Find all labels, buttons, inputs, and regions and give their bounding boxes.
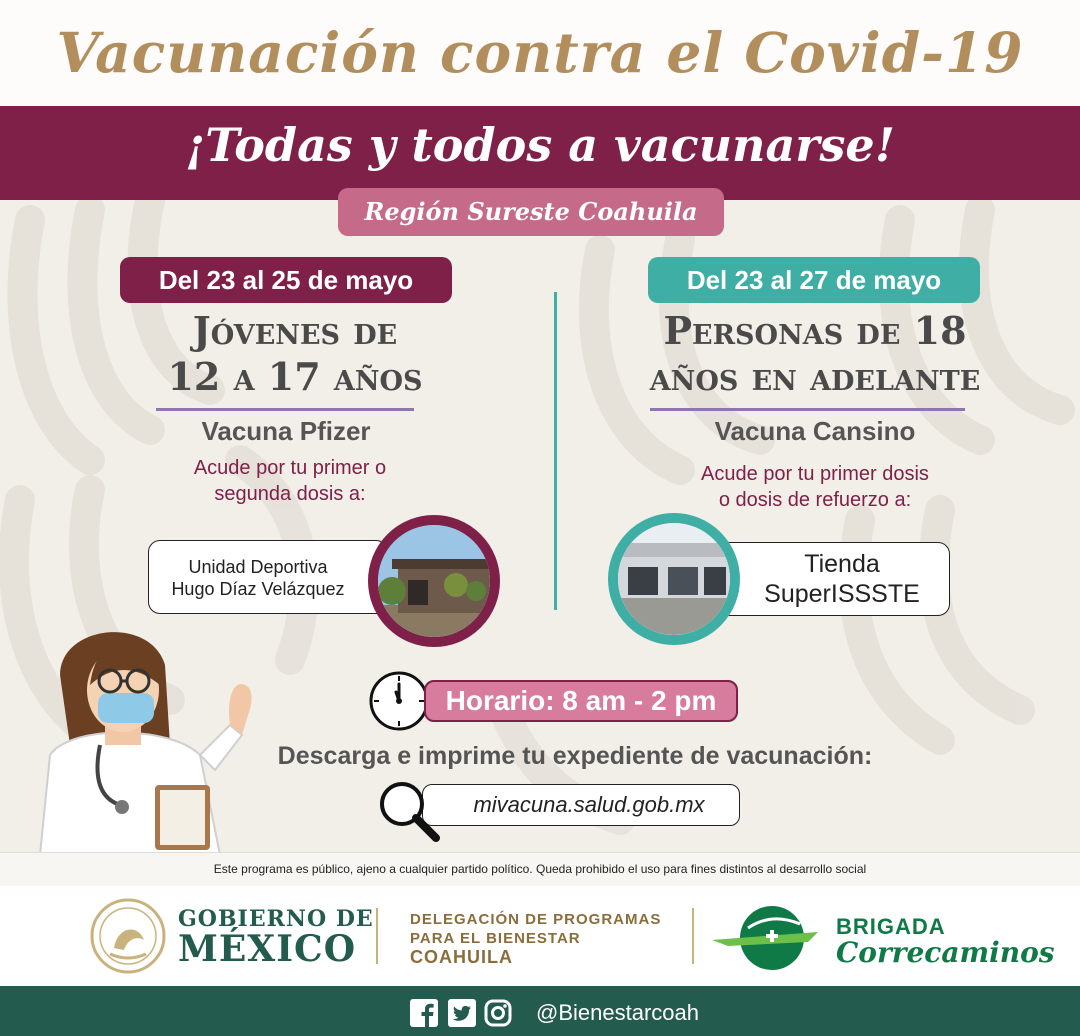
brigade-line1: BRIGADA	[836, 914, 946, 939]
footer-separator	[376, 908, 378, 964]
left-group-line2: 12 a 17 años	[167, 354, 423, 399]
right-instruction-line2: o dosis de refuerzo a:	[718, 489, 912, 511]
right-vaccine: Vacuna Cansino	[714, 416, 916, 446]
delegation-line2: PARA EL BIENESTAR	[410, 930, 581, 947]
right-instruction-line1: Acude por tu primer dosis	[701, 463, 929, 485]
delegation-line1: DELEGACIÓN DE PROGRAMAS	[410, 911, 662, 928]
delegation-label	[410, 910, 661, 967]
gov-title-line2: MÉXICO	[178, 928, 357, 970]
left-divider-line	[156, 408, 414, 411]
banner-text: ¡Todas y todos a vacunarse!	[185, 118, 895, 172]
disclaimer-text: Este programa es público, ajeno a cualquier partido político. Queda prohibido el uso para fines distintos al desarrollo social	[213, 862, 867, 876]
venue-photo-superissste	[608, 513, 740, 645]
social-handle[interactable]: @Bienestarcoah	[536, 1000, 699, 1025]
right-date-badge: Del 23 al 27 de mayo	[648, 257, 980, 303]
schedule-badge: Horario: 8 am - 2 pm	[424, 680, 738, 722]
left-vaccine: Vacuna Pfizer	[201, 416, 371, 446]
right-venue-line2: SuperISSSTE	[764, 580, 920, 608]
left-venue-box	[148, 540, 388, 614]
right-group-title	[610, 308, 1020, 400]
left-group-line1: Jóvenes de	[192, 308, 398, 353]
right-instruction	[640, 461, 990, 513]
clock-icon	[368, 670, 430, 732]
region-label: Región Sureste Coahuila	[338, 188, 724, 236]
download-instruction: Descarga e imprime tu expediente de vacunación:	[277, 742, 873, 770]
right-group-line2: años en adelante	[649, 354, 981, 399]
venue-photo-unidad-deportiva	[368, 515, 500, 647]
left-group-title	[120, 308, 470, 400]
facebook-icon[interactable]	[410, 999, 438, 1027]
left-venue-line2: Hugo Díaz Velázquez	[171, 579, 345, 599]
footer-separator	[692, 908, 694, 964]
mexico-seal-logo	[88, 896, 168, 976]
left-instruction	[120, 455, 460, 507]
right-divider-line	[650, 408, 965, 411]
brigade-line2: Correcaminos	[836, 936, 1055, 969]
search-icon	[376, 778, 442, 844]
brigada-correcaminos-logo	[708, 902, 830, 974]
instagram-icon[interactable]	[484, 999, 512, 1027]
twitter-icon[interactable]	[448, 999, 476, 1027]
right-group-line1: Personas de 18	[663, 308, 967, 353]
vaccine-url[interactable]: mivacuna.salud.gob.mx	[422, 784, 740, 826]
left-venue-line1: Unidad Deportiva	[188, 557, 328, 577]
gov-title-line1: GOBIERNO DE	[178, 906, 374, 932]
delegation-line3: COAHUILA	[410, 947, 513, 967]
left-date-badge: Del 23 al 25 de mayo	[120, 257, 452, 303]
doctor-illustration	[30, 615, 280, 855]
left-instruction-line1: Acude por tu primer o	[193, 457, 387, 479]
column-divider	[554, 292, 557, 610]
right-venue-line1: Tienda	[804, 550, 880, 578]
left-instruction-line2: segunda dosis a:	[214, 483, 366, 505]
right-venue-box	[718, 542, 950, 616]
page-title: Vacunación contra el Covid-19	[56, 20, 1024, 85]
